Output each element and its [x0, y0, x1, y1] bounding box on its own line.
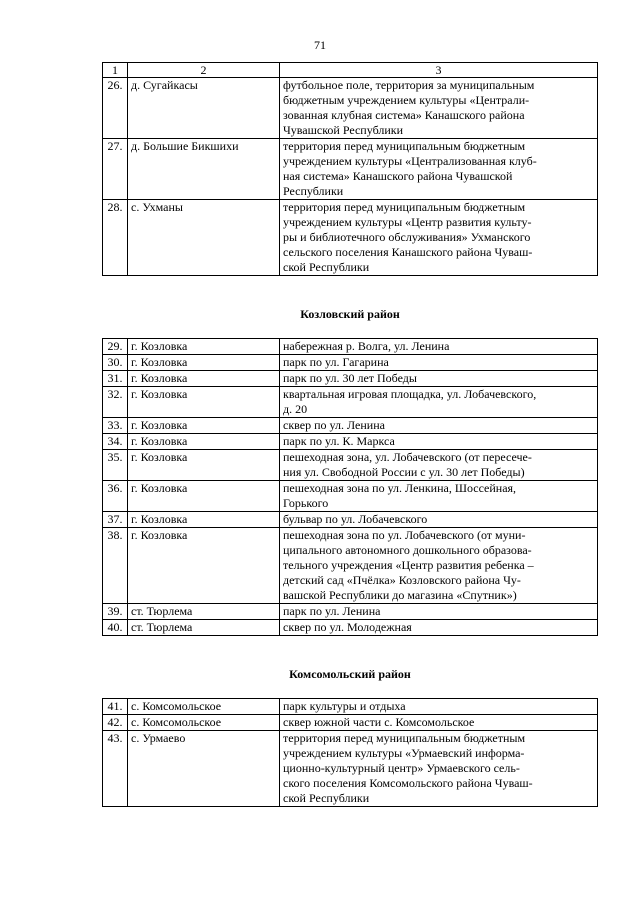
- settlement-name: г. Козловка: [128, 434, 280, 450]
- location-description: [280, 450, 598, 481]
- location-description: [280, 78, 598, 139]
- description-line: пешеходная зона по ул. Лобачевского (от муни-: [283, 528, 526, 542]
- row-number: 43.: [103, 731, 128, 807]
- description-line: набережная р. Волга, ул. Ленина: [283, 339, 450, 353]
- settlement-name: с. Урмаево: [128, 731, 280, 807]
- row-number: 29.: [103, 339, 128, 355]
- row-number: 37.: [103, 512, 128, 528]
- section-title-kozlovsky: Козловский район: [300, 307, 400, 321]
- row-number: 26.: [103, 78, 128, 139]
- settlement-name: с. Комсомольское: [128, 699, 280, 715]
- header-col-3: 3: [280, 63, 598, 78]
- settlement-name: с. Ухманы: [128, 200, 280, 276]
- table-row: [103, 699, 598, 715]
- description-line: парк культуры и отдыха: [283, 699, 406, 713]
- settlement-name: г. Козловка: [128, 418, 280, 434]
- description-line: сквер южной части с. Комсомольское: [283, 715, 475, 729]
- row-number: 30.: [103, 355, 128, 371]
- row-number: 38.: [103, 528, 128, 604]
- location-description: [280, 620, 598, 636]
- header-col-1: 1: [103, 63, 128, 78]
- settlement-name: г. Козловка: [128, 481, 280, 512]
- settlement-name: ст. Тюрлема: [128, 620, 280, 636]
- table-part-1: [102, 62, 598, 276]
- settlement-name: г. Козловка: [128, 355, 280, 371]
- settlement-name: г. Козловка: [128, 512, 280, 528]
- header-col-2: 2: [128, 63, 280, 78]
- location-description: [280, 434, 598, 450]
- settlement-name: ст. Тюрлема: [128, 604, 280, 620]
- description-line: Республики: [283, 184, 344, 198]
- description-line: сквер по ул. Молодежная: [283, 620, 412, 634]
- description-line: тельного учреждения «Центр развития ребенка –: [283, 558, 534, 572]
- settlement-name: с. Комсомольское: [128, 715, 280, 731]
- description-line: ционно-культурный центр» Урмаевского сель-: [283, 761, 520, 775]
- table-row: [103, 620, 598, 636]
- description-line: ры и библиотечного обслуживания» Ухманского: [283, 230, 531, 244]
- location-description: [280, 371, 598, 387]
- description-line: зованная клубная система» Канашского района: [283, 108, 525, 122]
- settlement-name: г. Козловка: [128, 339, 280, 355]
- table-row: [103, 512, 598, 528]
- description-line: ния ул. Свободной России с ул. 30 лет Победы): [283, 465, 525, 479]
- description-line: территория перед муниципальным бюджетным: [283, 200, 526, 214]
- row-number: 28.: [103, 200, 128, 276]
- table-row: [103, 387, 598, 418]
- description-line: ского поселения Комсомольского района Чуваш-: [283, 776, 533, 790]
- row-number: 40.: [103, 620, 128, 636]
- description-line: детский сад «Пчёлка» Козловского района Чу-: [283, 573, 521, 587]
- table-row: [103, 355, 598, 371]
- row-number: 31.: [103, 371, 128, 387]
- page-number: 71: [314, 38, 326, 52]
- table-header-row: [103, 63, 598, 78]
- settlement-name: г. Козловка: [128, 371, 280, 387]
- location-description: [280, 418, 598, 434]
- location-description: [280, 200, 598, 276]
- description-line: Чувашской Республики: [283, 123, 404, 137]
- description-line: парк по ул. 30 лет Победы: [283, 371, 417, 385]
- section-title-komsomolsky: Комсомольский район: [289, 667, 411, 681]
- table-row: [103, 339, 598, 355]
- description-line: бульвар по ул. Лобачевского: [283, 512, 428, 526]
- description-line: парк по ул. Ленина: [283, 604, 381, 618]
- row-number: 27.: [103, 139, 128, 200]
- settlement-name: д. Сугайкасы: [128, 78, 280, 139]
- location-description: [280, 387, 598, 418]
- settlement-name: д. Большие Бикшихи: [128, 139, 280, 200]
- row-number: 41.: [103, 699, 128, 715]
- description-line: парк по ул. Гагарина: [283, 355, 389, 369]
- description-line: учреждением культуры «Центр развития культу-: [283, 215, 532, 229]
- settlement-name: г. Козловка: [128, 450, 280, 481]
- table-row: [103, 200, 598, 276]
- description-line: территория перед муниципальным бюджетным: [283, 139, 526, 153]
- row-number: 42.: [103, 715, 128, 731]
- location-description: [280, 481, 598, 512]
- description-line: парк по ул. К. Маркса: [283, 434, 395, 448]
- table-row: [103, 715, 598, 731]
- location-description: [280, 604, 598, 620]
- row-number: 35.: [103, 450, 128, 481]
- description-line: пешеходная зона, ул. Лобачевского (от пересече-: [283, 450, 532, 464]
- location-description: [280, 699, 598, 715]
- description-line: ципального автономного дошкольного образова-: [283, 543, 532, 557]
- table-row: [103, 450, 598, 481]
- table-row: [103, 434, 598, 450]
- description-line: учреждением культуры «Централизованная клуб-: [283, 154, 537, 168]
- description-line: территория перед муниципальным бюджетным: [283, 731, 526, 745]
- description-line: пешеходная зона по ул. Ленкина, Шоссейная,: [283, 481, 517, 495]
- table-row: [103, 139, 598, 200]
- table-row: [103, 78, 598, 139]
- description-line: сельского поселения Канашского района Чуваш-: [283, 245, 533, 259]
- description-line: д. 20: [283, 402, 308, 416]
- table-row: [103, 731, 598, 807]
- description-line: бюджетным учреждением культуры «Централи-: [283, 93, 530, 107]
- description-line: учреждением культуры «Урмаевский информа-: [283, 746, 525, 760]
- table-kozlovsky: [102, 338, 598, 636]
- description-line: вашской Республики до магазина «Спутник»): [283, 588, 517, 602]
- settlement-name: г. Козловка: [128, 528, 280, 604]
- description-line: Горького: [283, 496, 329, 510]
- table-row: [103, 604, 598, 620]
- description-line: ная система» Канашского района Чувашской: [283, 169, 513, 183]
- table-row: [103, 418, 598, 434]
- location-description: [280, 139, 598, 200]
- table-row: [103, 528, 598, 604]
- location-description: [280, 512, 598, 528]
- table-komsomolsky: [102, 698, 598, 807]
- location-description: [280, 715, 598, 731]
- description-line: сквер по ул. Ленина: [283, 418, 385, 432]
- settlement-name: г. Козловка: [128, 387, 280, 418]
- table-row: [103, 371, 598, 387]
- location-description: [280, 355, 598, 371]
- description-line: ской Республики: [283, 260, 370, 274]
- row-number: 33.: [103, 418, 128, 434]
- row-number: 32.: [103, 387, 128, 418]
- table-row: [103, 481, 598, 512]
- row-number: 34.: [103, 434, 128, 450]
- row-number: 36.: [103, 481, 128, 512]
- description-line: ской Республики: [283, 791, 370, 805]
- row-number: 39.: [103, 604, 128, 620]
- location-description: [280, 339, 598, 355]
- location-description: [280, 731, 598, 807]
- description-line: футбольное поле, территория за муниципальным: [283, 78, 535, 92]
- location-description: [280, 528, 598, 604]
- description-line: квартальная игровая площадка, ул. Лобачевского,: [283, 387, 537, 401]
